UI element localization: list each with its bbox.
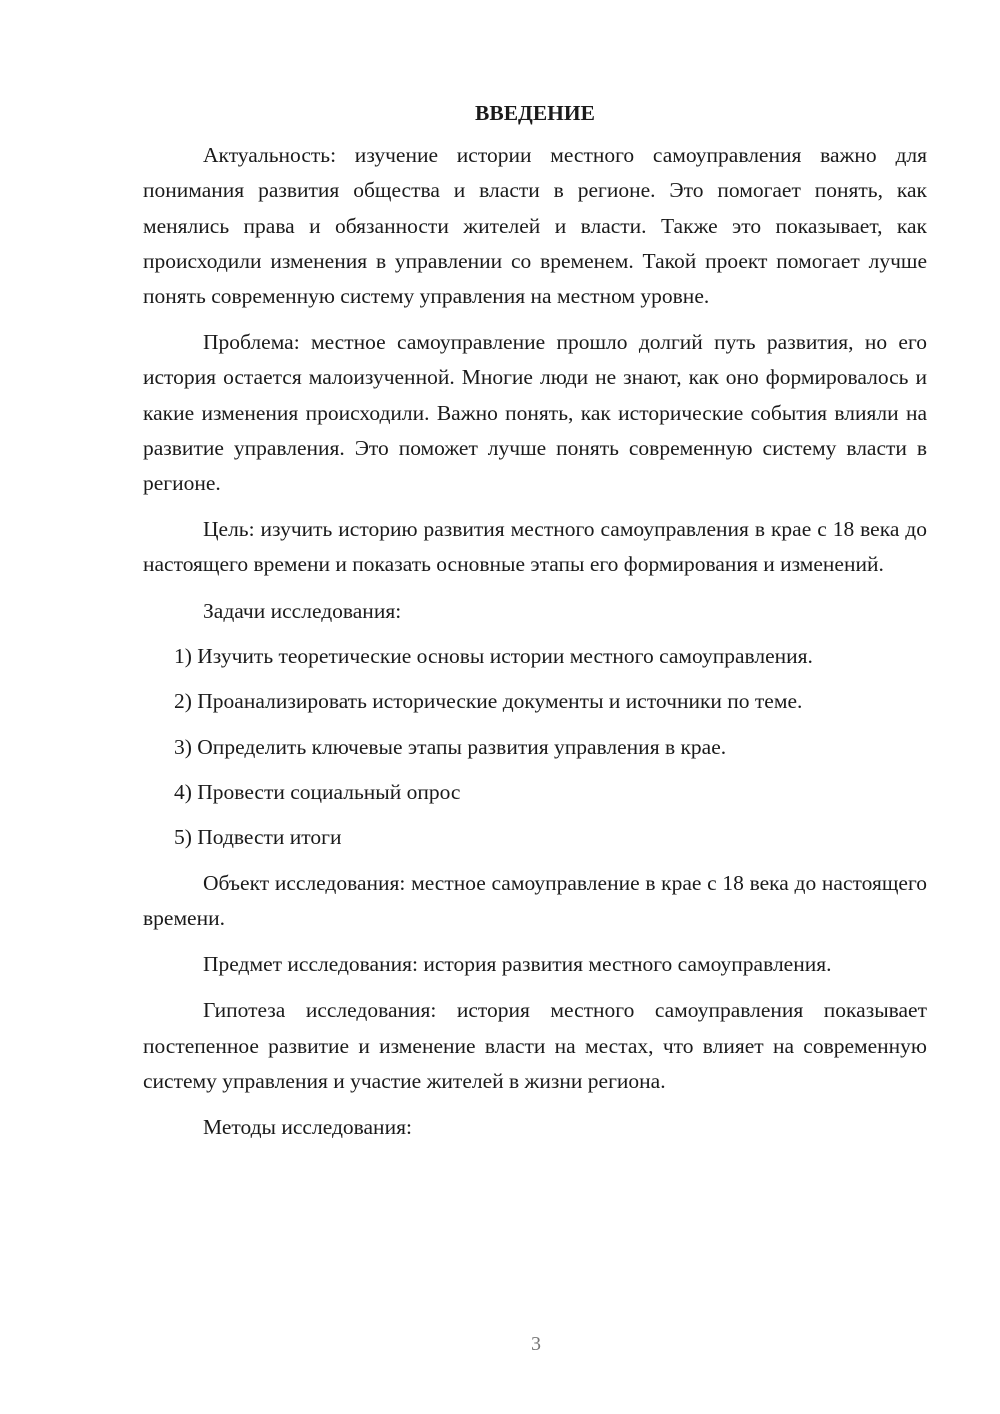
list-item: 5) Подвести итоги [174, 825, 342, 850]
tasks-heading: Задачи исследования: [203, 598, 402, 623]
page-content [143, 96, 927, 1155]
goal-paragraph: Цель: изучить историю развития местного самоуправления в крае с 18 века до настоящего времени и показать основные этапы его формирования и изменений. [143, 517, 927, 577]
methods-heading: Методы исследования: [203, 1115, 412, 1140]
list-item: 2) Проанализировать исторические документы и источники по теме. [174, 689, 803, 714]
tasks-list [143, 639, 927, 856]
list-item: 1) Изучить теоретические основы истории местного самоуправления. [174, 643, 813, 668]
subject-paragraph: Предмет исследования: история развития местного самоуправления. [203, 952, 832, 977]
list-item: 4) Провести социальный опрос [174, 780, 461, 805]
problem-paragraph: Проблема: местное самоуправление прошло долгий путь развития, но его история остается малоизученной. Многие люди не знают, как оно формировалось и какие изменения происходили. Важно понять, как исторические события влияли на развитие управления. Это поможет лучше понять современную систему власти в регионе. [143, 330, 927, 496]
hypothesis-paragraph: Гипотеза исследования: история местного самоуправления показывает постепенное развитие и изменение власти на местах, что влияет на современную систему управления и участие жителей в жизни региона. [143, 998, 927, 1093]
object-paragraph: Объект исследования: местное самоуправление в крае с 18 века до настоящего времени. [143, 870, 927, 930]
page-number: 3 [531, 1333, 541, 1355]
page-title: ВВЕДЕНИЕ [475, 101, 595, 125]
relevance-paragraph: Актуальность: изучение истории местного самоуправления важно для понимания развития общества и власти в регионе. Это помогает понять, как менялись права и обязанности жителей и власти. Также это показывает, как происходили изменения в управлении со временем. Такой проект помогает лучше понять современную систему управления на местном уровне. [143, 143, 927, 309]
list-item: 3) Определить ключевые этапы развития управления в крае. [174, 734, 727, 759]
